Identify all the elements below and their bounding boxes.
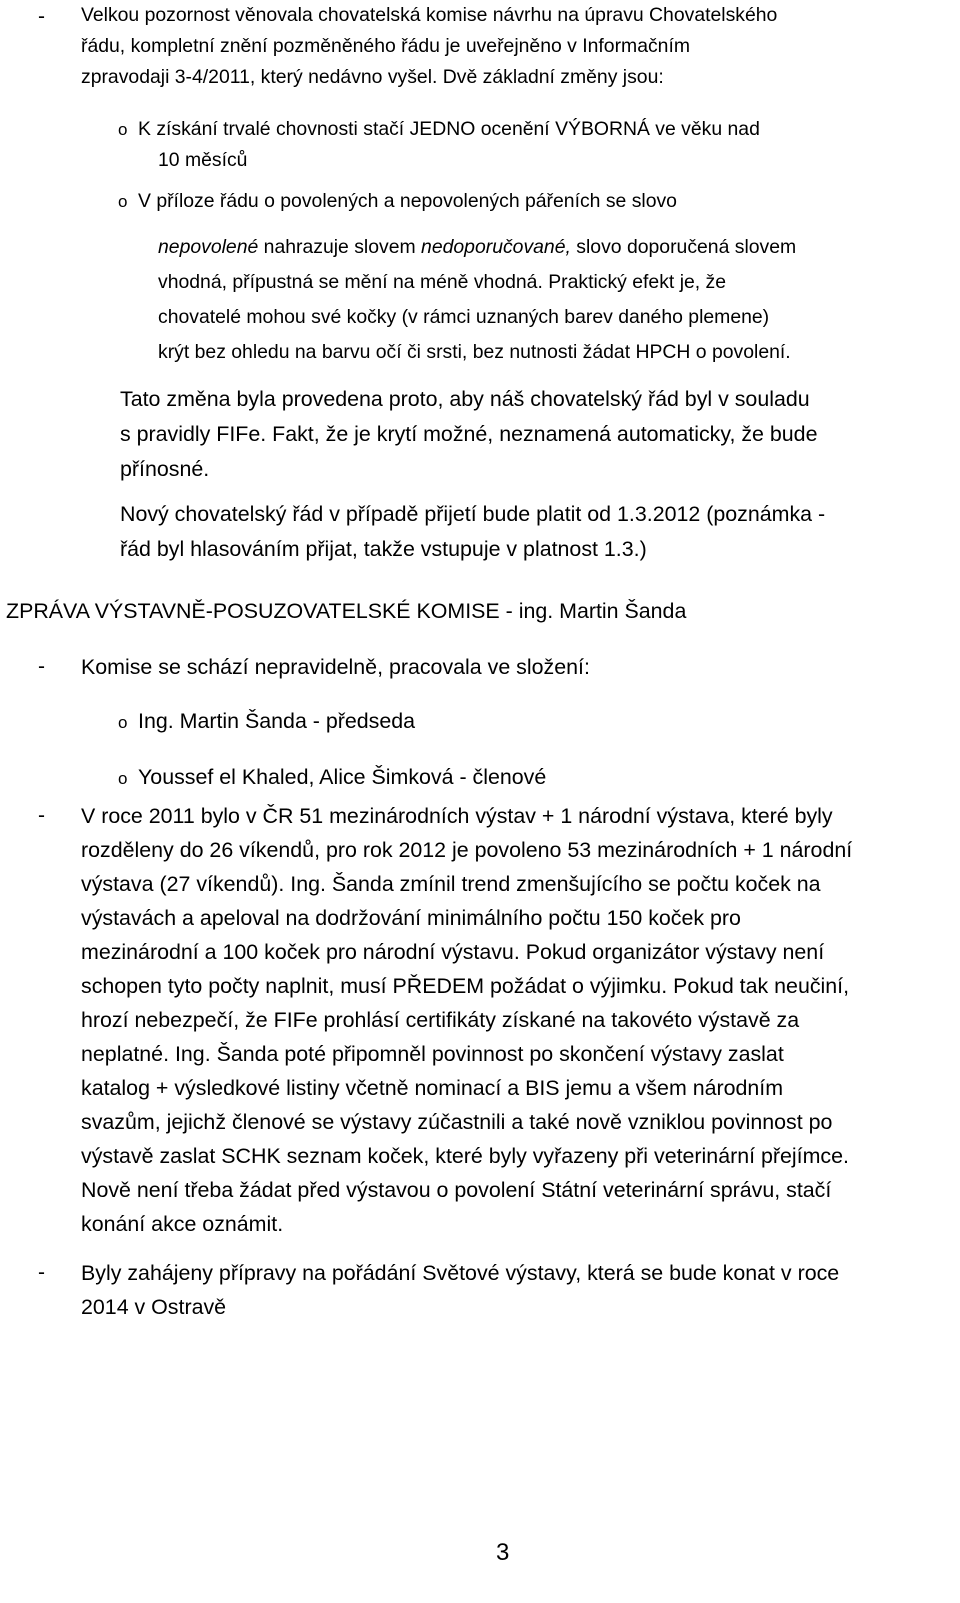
shows-paragraph <box>81 799 943 1241</box>
bullet-marker: o <box>118 120 128 139</box>
text-line: K získání trvalé chovnosti stačí JEDNO ocenění VÝBORNÁ ve věku nad <box>138 118 760 140</box>
dash-marker: - <box>38 804 45 827</box>
dash-marker: - <box>38 1261 45 1284</box>
text-line: zpravodaji 3-4/2011, který nedávno vyšel. Dvě základní změny jsou: <box>81 66 664 88</box>
text-line: přínosné. <box>120 457 210 481</box>
text-line: krýt bez ohledu na barvu očí či srsti, bez nutnosti žádat HPCH o povolení. <box>158 341 791 363</box>
text-line: Ing. Martin Šanda - předseda <box>138 709 416 733</box>
text-line: rozděleny do 26 víkendů, pro rok 2012 je povoleno 53 mezinárodních + 1 národní <box>81 838 853 862</box>
text-line: schopen tyto počty naplnit, musí PŘEDEM požádat o výjimku. Pokud tak neučiní, <box>81 974 850 998</box>
bullet-marker: o <box>118 192 128 211</box>
emphasis-word: nepovolené <box>158 236 259 258</box>
text-line: s pravidly FIFe. Fakt, že je krytí možné, neznamená automaticky, že bude <box>120 422 818 446</box>
page-number: 3 <box>496 1539 510 1566</box>
text-line: 2014 v Ostravě <box>81 1295 227 1319</box>
text-line: výstava (27 víkendů). Ing. Šanda zmínil trend zmenšujícího se počtu koček na <box>81 872 821 896</box>
text-line: řádu, kompletní znění pozměněného řádu je uveřejněno v Informačním <box>81 35 691 57</box>
bullet-marker: o <box>118 769 128 788</box>
text-line: výstavách a apeloval na dodržování minimálního počtu 150 koček pro <box>81 906 741 930</box>
text-line: Youssef el Khaled, Alice Šimková - členové <box>138 765 547 789</box>
bullet-marker: o <box>118 713 128 732</box>
sub-bullet-chovnost <box>118 114 878 176</box>
dash-marker: - <box>38 655 45 678</box>
member-item <box>118 704 415 740</box>
text-line: Byly zahájeny přípravy na pořádání Světové výstavy, která se bude konat v roce <box>81 1261 840 1285</box>
text-line: Nový chovatelský řád v případě přijetí bude platit od 1.3.2012 (poznámka - <box>120 502 826 526</box>
intro-paragraph <box>81 0 943 93</box>
text-run: slovo doporučená slovem <box>570 236 797 258</box>
text-line: výstavě zaslat SCHK seznam koček, které byly vyřazeny při veterinární přejímce. <box>81 1144 849 1168</box>
change-reason-paragraph <box>120 382 910 487</box>
dash-marker: - <box>38 5 45 28</box>
text-line: řád byl hlasováním přijat, takže vstupuje v platnost 1.3.) <box>120 537 647 561</box>
text-line: konání akce oznámit. <box>81 1212 284 1236</box>
text-line: Tato změna byla provedena proto, aby náš chovatelský řád byl v souladu <box>120 387 810 411</box>
text-line: mezinárodní a 100 koček pro národní výstavu. Pokud organizátor výstavy není <box>81 940 825 964</box>
sub-bullet-priloha-detail <box>158 230 948 370</box>
text-line: V příloze řádu o povolených a nepovolených pářeních se slovo <box>138 190 677 212</box>
text-line: 10 měsíců <box>158 149 248 171</box>
emphasis-word: nedoporučované, <box>421 236 571 258</box>
text-line: chovatelé mohou své kočky (v rámci uznaných barev daného plemene) <box>158 306 770 328</box>
text-line: hrozí nebezpečí, že FIFe prohlásí certifikáty získané na takovéto výstavě za <box>81 1008 800 1032</box>
sub-bullet-priloha <box>118 186 878 217</box>
member-item <box>118 760 546 796</box>
text-line: svazům, jejichž členové se výstavy zúčastnili a také nově vzniklou povinnost po <box>81 1110 833 1134</box>
validity-paragraph <box>120 497 920 567</box>
section-heading: ZPRÁVA VÝSTAVNĚ-POSUZOVATELSKÉ KOMISE - ing. Martin Šanda <box>6 599 687 623</box>
text-line: neplatné. Ing. Šanda poté připomněl povinnost po skončení výstavy zaslat <box>81 1042 784 1066</box>
text-line: Velkou pozornost věnovala chovatelská komise návrhu na úpravu Chovatelského <box>81 4 778 26</box>
text-line: Nově není třeba žádat před výstavou o povolení Státní veterinární správu, stačí <box>81 1178 832 1202</box>
text-line: vhodná, přípustná se mění na méně vhodná. Praktický efekt je, že <box>158 271 727 293</box>
text-line: V roce 2011 bylo v ČR 51 mezinárodních výstav + 1 národní výstava, které byly <box>81 804 833 828</box>
committee-paragraph: Komise se schází nepravidelně, pracovala ve složení: <box>81 655 590 679</box>
text-line: katalog + výsledkové listiny včetně nominací a BIS jemu a všem národním <box>81 1076 784 1100</box>
text-run: nahrazuje slovem <box>258 236 422 258</box>
world-show-paragraph <box>81 1256 943 1324</box>
